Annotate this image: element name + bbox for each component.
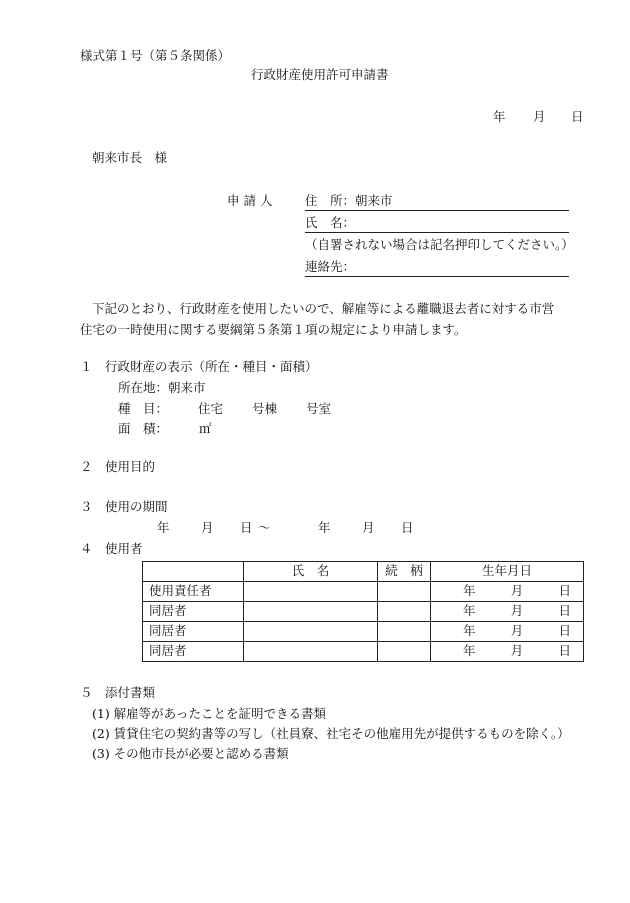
birthdate-cell[interactable]: 年 月 日 [431,622,584,642]
section-2-heading: ２ 使用目的 [80,459,156,474]
table-row [143,582,584,602]
birthdate-cell[interactable]: 年 月 日 [431,642,584,662]
addressee: 朝来市長 様 [92,150,168,165]
header-name: 氏 名 [244,562,378,582]
table-row [143,642,584,662]
row-role: 同居者 [143,602,244,622]
contact-field[interactable]: 連絡先： [305,261,569,277]
table-header-row [143,562,584,582]
room-number: 号室 [306,401,332,416]
area-unit: ㎡ [199,421,212,436]
table-row [143,622,584,642]
area-label: 面 積： [118,421,169,436]
body-text-line-1: 下記のとおり、行政財産を使用したいので、解雇等による離職退去者に対する市営 [92,301,555,316]
section-5-heading: ５ 添付書類 [80,685,156,700]
name-cell[interactable] [244,602,378,622]
header-blank [143,562,244,582]
relationship-cell[interactable] [378,602,431,622]
row-role: 使用責任者 [143,582,244,602]
name-cell[interactable] [244,582,378,602]
attachment-item-1: (1) 解雇等があったことを証明できる書類 [92,706,327,721]
relationship-cell[interactable] [378,622,431,642]
document-title: 行政財産使用許可申請書 [251,67,389,82]
name-field[interactable]: 氏 名： [305,217,569,233]
birthdate-cell[interactable]: 年 月 日 [431,582,584,602]
type-value: 住宅 [198,401,224,416]
row-role: 同居者 [143,642,244,662]
signature-note: （自署されない場合は記名押印してください。） [305,237,574,252]
address-field[interactable]: 住 所：朝来市 [305,195,569,211]
form-number: 様式第１号（第５条関係） [80,48,231,63]
section-1-heading: １ 行政財産の表示（所在・種目・面積） [80,359,318,374]
table-row [143,602,584,622]
name-cell[interactable] [244,642,378,662]
location-field: 所在地：朝来市 [118,380,206,395]
attachment-item-3: (3) その他市長が必要と認める書類 [92,746,289,761]
birthdate-cell[interactable]: 年 月 日 [431,602,584,622]
body-text-line-2: 住宅の一時使用に関する要綱第５条第１項の規定により申請します。 [80,322,467,337]
header-relationship: 続 柄 [378,562,431,582]
section-4-heading: ４ 使用者 [80,541,143,556]
attachment-item-2: (2) 賃貸住宅の契約書等の写し（社員寮、社宅その他雇用先が提供するものを除く。） [92,726,570,741]
name-cell[interactable] [244,622,378,642]
type-label: 種 目： [118,401,169,416]
section-3-heading: ３ 使用の期間 [80,499,168,514]
applicant-label: 申 請 人 [227,193,273,208]
users-table [142,561,584,662]
relationship-cell[interactable] [378,642,431,662]
building-number: 号棟 [252,401,278,416]
row-role: 同居者 [143,622,244,642]
header-birthdate: 生年月日 [431,562,584,582]
relationship-cell[interactable] [378,582,431,602]
